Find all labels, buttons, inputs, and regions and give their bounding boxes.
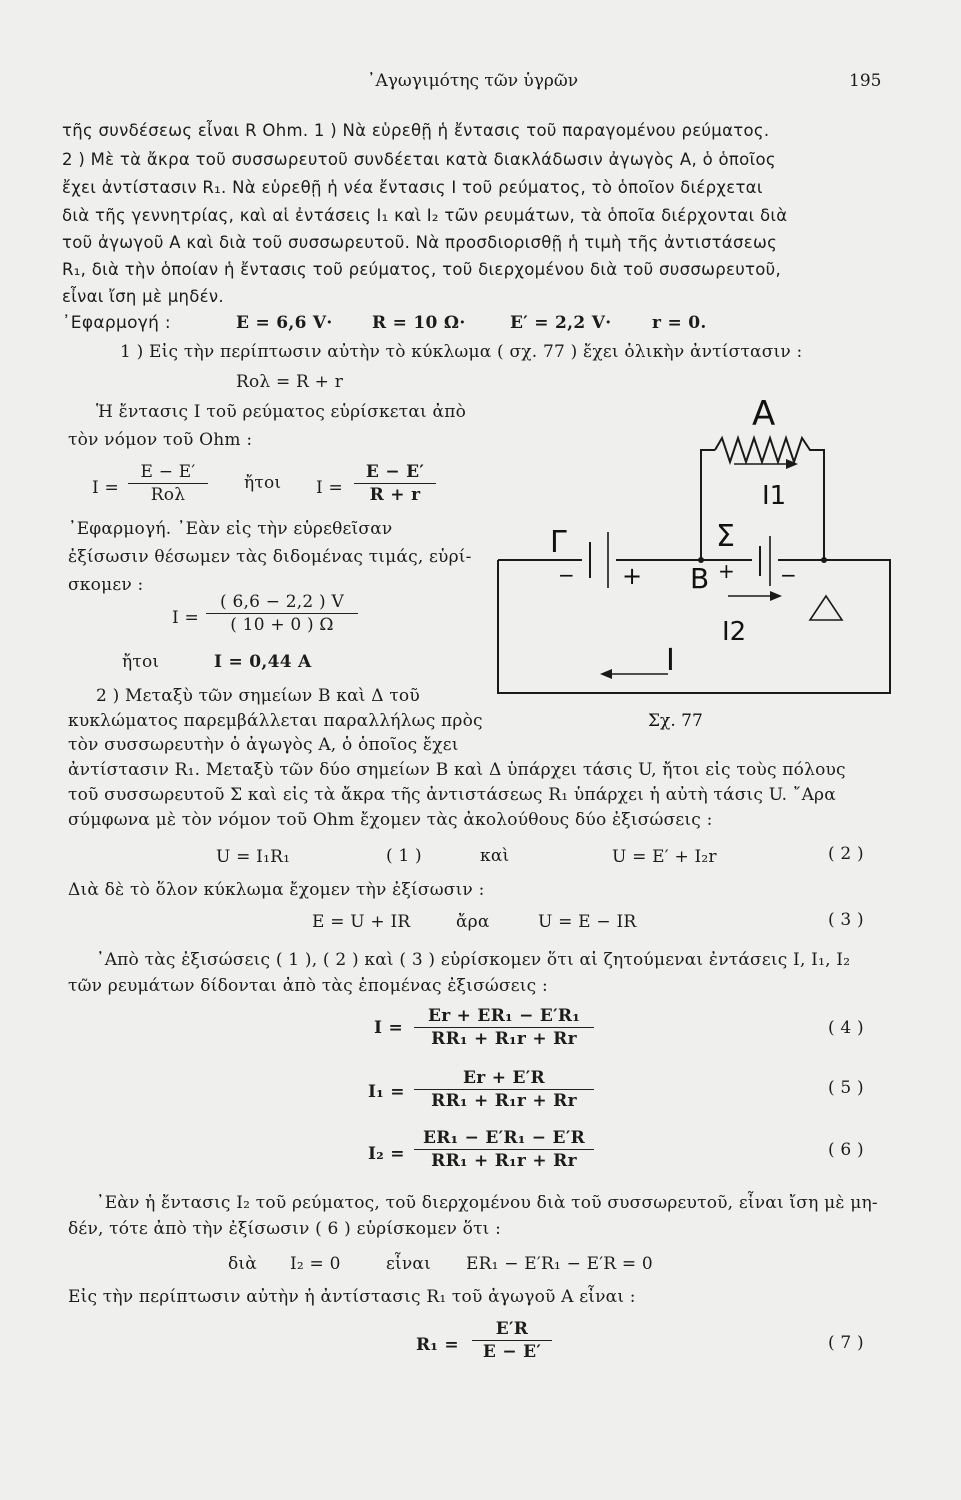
- intro-line-1: τῆς συνδέσεως εἶναι R Ohm. 1 ) Νὰ εὑρεθῇ ἡ ἔντασις τοῦ παραγομένου ρεύματος.: [62, 121, 770, 140]
- eq7-numerator: E′R: [495, 1319, 529, 1339]
- part2-line-4: ἀντίστασιν R₁. Μεταξὺ τῶν δύο σημείων Β καὶ Δ ὑπάρχει τάσις U, ἤτοι εἰς τοὺς πόλους: [68, 760, 846, 780]
- eq5-denominator: RR₁ + R₁r + Rr: [431, 1091, 577, 1111]
- frac1-lhs: I =: [92, 478, 119, 498]
- conclusion-einai: εἶναι: [386, 1254, 431, 1274]
- app-line-3: σκομεν :: [68, 575, 144, 595]
- label-I1: I1: [762, 481, 787, 511]
- app-line-1: ᾿Εφαρμογή. ᾿Εὰν εἰς τὴν εὑρεθεῖσαν: [68, 519, 393, 539]
- part2-line-1: 2 ) Μεταξὺ τῶν σημείων Β καὶ Δ τοῦ: [96, 686, 420, 706]
- eq4-fraction: [414, 1006, 594, 1049]
- intro-line-7: εἶναι ἴση μὲ μηδέν.: [62, 287, 224, 306]
- eq6-tag: ( 6 ): [828, 1140, 864, 1160]
- fraction-bar: [414, 1027, 594, 1028]
- conclusion-condition-equation: ER₁ − E′R₁ − E′R = 0: [466, 1254, 653, 1274]
- eq6-denominator: RR₁ + R₁r + Rr: [431, 1151, 577, 1171]
- frac1-numerator: E − E′: [140, 462, 196, 482]
- result-itoi: ἤτοι: [122, 652, 160, 672]
- eq6-numerator: ER₁ − E′R₁ − E′R: [422, 1128, 586, 1148]
- fraction-bar: [472, 1340, 552, 1341]
- figure-caption: Σχ. 77: [648, 711, 703, 730]
- whole-circuit-line: Διὰ δὲ τὸ ὅλον κύκλωμα ἔχομεν τὴν ἐξίσωσιν :: [68, 880, 485, 900]
- application-label: ᾿Εφαρμογή :: [62, 313, 171, 333]
- running-title: ᾿Αγωγιμότης τῶν ὑγρῶν: [367, 71, 579, 91]
- label-gamma: Γ: [550, 525, 567, 560]
- ohm-line-2: τὸν νόμον τοῦ Ohm :: [68, 430, 253, 450]
- application-value-E: E = 6,6 V·: [236, 313, 333, 333]
- from-equations-line-2: τῶν ρευμάτων δίδονται ἀπὸ τὰς ἑπομένας ἐξισώσεις :: [68, 976, 548, 996]
- frac2-lhs: I =: [316, 478, 343, 498]
- equation-rol: Rολ = R + r: [236, 372, 344, 392]
- part2-line-5: τοῦ συσσωρευτοῦ Σ καὶ εἰς τὰ ἄκρα τῆς ἀντιστάσεως R₁ ὑπάρχει ἡ αὐτὴ τάσις U. ῎Αρα: [68, 785, 836, 805]
- from-equations-line-1: ᾿Απὸ τὰς ἐξισώσεις ( 1 ), ( 2 ) καὶ ( 3 ) εὑρίσκομεν ὅτι αἱ ζητούμεναι ἐντάσεις I, I₁, I₂: [96, 950, 851, 970]
- equation-2: U = E′ + I₂r: [612, 847, 717, 867]
- frac2: [354, 462, 436, 505]
- node-D: [821, 557, 827, 563]
- eq5-lhs: I₁ =: [368, 1082, 405, 1102]
- fraction-bar: [414, 1149, 594, 1150]
- application-value-r: r = 0.: [652, 313, 707, 333]
- frac3-lhs: I =: [172, 608, 199, 628]
- part1-line-1: 1 ) Εἰς τὴν περίπτωσιν αὐτὴν τὸ κύκλωμα ( σχ. 77 ) ἔχει ὁλικὴν ἀντίστασιν :: [120, 342, 803, 362]
- fraction-bar: [414, 1089, 594, 1090]
- frac1-denominator: Rολ: [150, 485, 186, 505]
- eq4-lhs: I =: [374, 1018, 404, 1038]
- equation-1-number: ( 1 ): [386, 846, 422, 866]
- page-number: 195: [849, 71, 882, 91]
- intro-line-3: ἔχει ἀντίστασιν R₁. Νὰ εὑρεθῇ ἡ νέα ἔντασις I τοῦ ρεύματος, τὸ ὁποῖον διέρχεται: [62, 178, 763, 197]
- equation-2-number: ( 2 ): [828, 844, 864, 864]
- label-delta-triangle: [810, 596, 842, 620]
- frac3: [206, 592, 358, 635]
- arrow-I1-head: [786, 459, 798, 469]
- label-plus-B: +: [718, 559, 735, 583]
- part2-line-2: κυκλώματος παρεμβάλλεται παραλλήλως πρὸς: [68, 711, 483, 731]
- eq4-tag: ( 4 ): [828, 1018, 864, 1038]
- eq4-numerator: Er + ER₁ − E′R₁: [427, 1006, 581, 1026]
- conjunction-ara: ἄρα: [456, 912, 490, 932]
- eq5-numerator: Er + E′R: [463, 1068, 545, 1088]
- label-B: Β: [690, 562, 710, 595]
- eq7-lhs: R₁ =: [416, 1335, 459, 1355]
- fraction-bar: [354, 483, 436, 484]
- eq7-denominator: E − E′: [482, 1342, 542, 1362]
- conclusion-line-2: δέν, τότε ἀπὸ τὴν ἐξίσωσιν ( 6 ) εὑρίσκομεν ὅτι :: [68, 1219, 502, 1239]
- label-minus-right: −: [780, 563, 797, 587]
- fraction-bar: [128, 483, 208, 484]
- intro-line-5: τοῦ ἀγωγοῦ Α καὶ διὰ τοῦ συσσωρευτοῦ. Νὰ προσδιορισθῇ ἡ τιμὴ τῆς ἀντιστάσεως: [62, 233, 778, 252]
- frac3-denominator: ( 10 + 0 ) Ω: [230, 615, 334, 635]
- intro-line-6: R₁, διὰ τὴν ὁποίαν ἡ ἔντασις τοῦ ρεύματος, τοῦ διερχομένου διὰ τοῦ συσσωρευτοῦ,: [62, 260, 782, 279]
- arrow-I2-head: [770, 591, 782, 601]
- conclusion-line-1: ᾿Εὰν ἡ ἔντασις I₂ τοῦ ρεύματος, τοῦ διερχομένου διὰ τοῦ συσσωρευτοῦ, εἶναι ἴση μὲ μη-: [96, 1193, 878, 1213]
- label-I2: I2: [722, 617, 747, 647]
- label-A: Α: [752, 394, 776, 434]
- eq5-tag: ( 5 ): [828, 1078, 864, 1098]
- conclusion-dia: διὰ: [228, 1254, 257, 1274]
- application-value-R: R = 10 Ω·: [372, 313, 466, 333]
- label-plus-left: +: [622, 562, 643, 590]
- frac1: [128, 462, 208, 505]
- frac2-denominator: R + r: [369, 485, 421, 505]
- eq7-fraction: [472, 1319, 552, 1362]
- equation-3-number: ( 3 ): [828, 910, 864, 930]
- eq6-fraction: [414, 1128, 594, 1171]
- arrow-I-head: [600, 669, 612, 679]
- ohm-line-1: Ἡ ἔντασις I τοῦ ρεύματος εὑρίσκεται ἀπὸ: [96, 402, 467, 422]
- intro-line-4: διὰ τῆς γεννητρίας, καὶ αἱ ἐντάσεις I₁ καὶ I₂ τῶν ρευμάτων, τὰ ὁποῖα διέρχονται διὰ: [62, 206, 788, 225]
- equation-3b: U = E − IR: [538, 912, 637, 932]
- branch-wire: [701, 450, 715, 560]
- app-line-2: ἐξίσωσιν θέσωμεν τὰς διδομένας τιμάς, εὑρί-: [68, 547, 472, 567]
- part2-line-3: τὸν συσσωρευτὴν ὁ ἀγωγὸς Α, ὁ ὁποῖος ἔχει: [68, 735, 459, 755]
- conjunction-kai: καὶ: [480, 846, 510, 866]
- eq7-tag: ( 7 ): [828, 1333, 864, 1353]
- label-sigma: Σ: [716, 519, 735, 554]
- itoi-1: ἤτοι: [244, 473, 282, 493]
- fraction-bar: [206, 613, 358, 614]
- frac2-numerator: E − E′: [365, 462, 425, 482]
- eq5-fraction: [414, 1068, 594, 1111]
- equation-1: U = I₁R₁: [216, 847, 291, 867]
- application-value-E-prime: E′ = 2,2 V·: [510, 313, 612, 333]
- frac3-numerator: ( 6,6 − 2,2 ) V: [220, 592, 344, 612]
- equation-3a: E = U + IR: [312, 912, 411, 932]
- conclusion-line-3: Εἰς τὴν περίπτωσιν αὐτὴν ἡ ἀντίστασις R₁ τοῦ ἀγωγοῦ Α εἶναι :: [68, 1287, 636, 1307]
- part2-line-6: σύμφωνα μὲ τὸν νόμον τοῦ Ohm ἔχομεν τὰς ἀκολούθους δύο ἐξισώσεις :: [68, 810, 713, 830]
- label-I: I: [666, 643, 675, 678]
- circuit-diagram: [490, 370, 910, 730]
- conclusion-condition: I₂ = 0: [290, 1254, 341, 1274]
- label-minus-left: −: [558, 563, 575, 587]
- intro-line-2: 2 ) Μὲ τὰ ἄκρα τοῦ συσσωρευτοῦ συνδέεται κατὰ διακλάδωσιν ἀγωγὸς Α, ὁ ὁποῖος: [62, 150, 776, 169]
- result-current: I = 0,44 A: [214, 652, 312, 672]
- eq4-denominator: RR₁ + R₁r + Rr: [431, 1029, 577, 1049]
- eq6-lhs: I₂ =: [368, 1144, 405, 1164]
